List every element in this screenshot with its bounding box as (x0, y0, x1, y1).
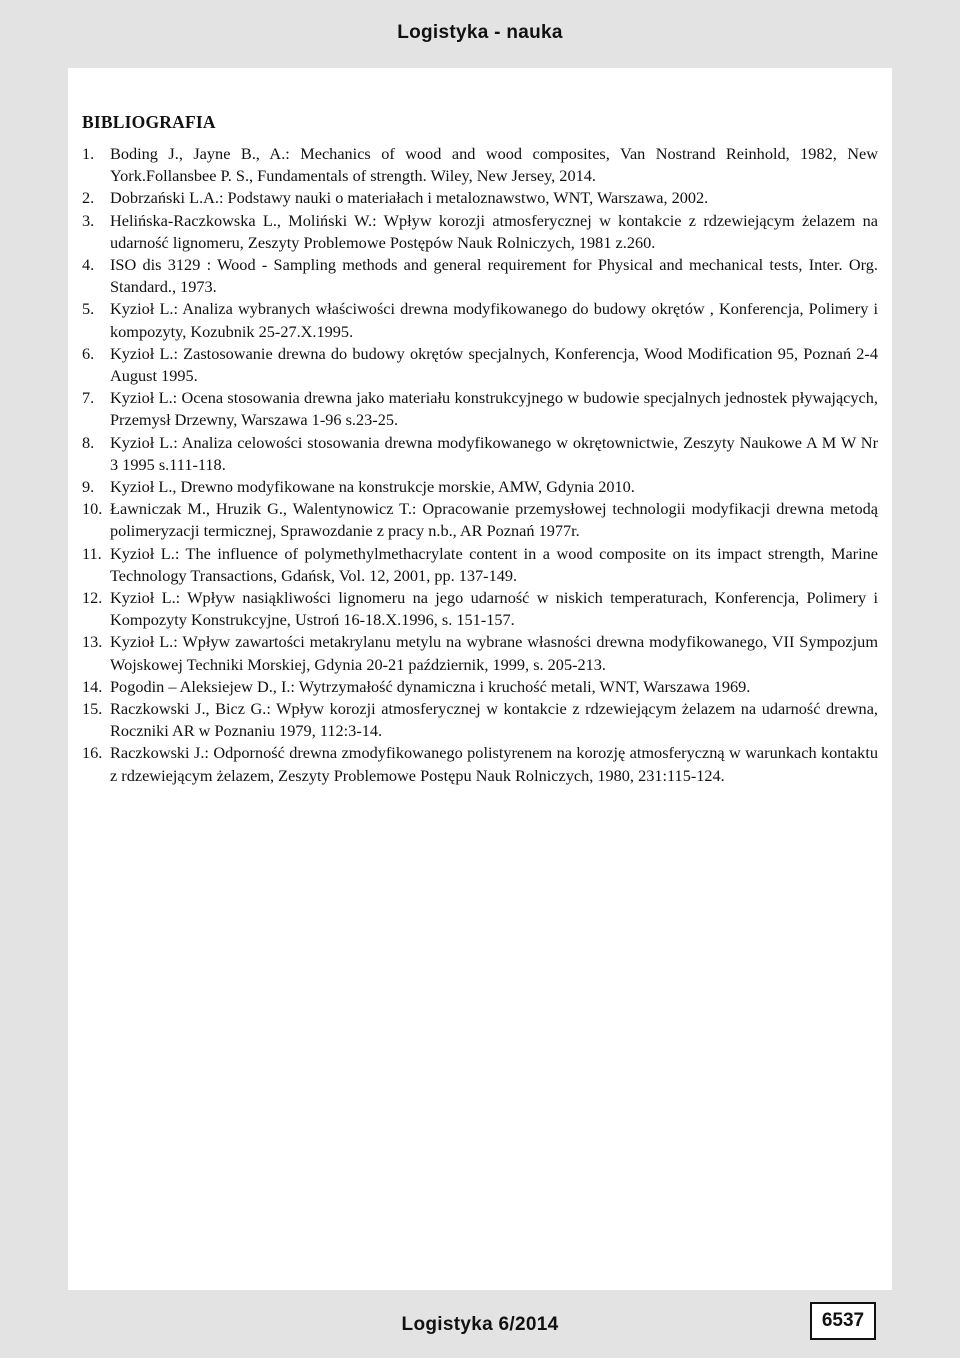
reference-number: 14. (82, 676, 103, 696)
reference-item (82, 587, 878, 631)
bibliography-heading: BIBLIOGRAFIA (82, 112, 216, 132)
reference-text: Boding J., Jayne B., A.: Mechanics of wood and wood composites, Van Nostrand Reinhold, 1982, New York.Follansbee P. S., Fundamentals of strength. Wiley, New Jersey, 2014. (110, 144, 878, 186)
footer-journal-issue: Logistyka 6/2014 (401, 1314, 559, 1335)
reference-number: 11. (82, 543, 102, 563)
reference-number: 2. (82, 188, 95, 208)
reference-number: 10. (82, 499, 103, 519)
reference-text: Kyzioł L.: Wpływ zawartości metakrylanu metylu na wybrane własności drewna modyfikowanego, VII Sympozjum Wojskowej Techniki Morskiej, Gdynia 20-21 październik, 1999, s. 205-213. (110, 632, 878, 674)
reference-number: 1. (82, 144, 95, 163)
running-header: Logistyka - nauka (397, 22, 563, 43)
reference-number: 4. (82, 255, 95, 275)
reference-number: 6. (82, 343, 95, 363)
reference-text: Ławniczak M., Hruzik G., Walentynowicz T.: Opracowanie przemysłowej technologii modyfikacji drewna metodą polimeryzacji termicznej, Sprawozdanie z pracy n.b., AR Poznań 1977r. (110, 499, 878, 541)
reference-text: Pogodin – Aleksiejew D., I.: Wytrzymałość dynamiczna i kruchość metali, WNT, Warszawa 1969. (110, 676, 751, 696)
reference-number: 3. (82, 210, 95, 230)
reference-text: Kyzioł L.: Ocena stosowania drewna jako materiału konstrukcyjnego w budowie specjalnych jednostek pływających, Przemysł Drzewny, Warszawa 1-96 s.23-25. (110, 388, 878, 430)
page-number: 6537 (821, 1310, 865, 1331)
reference-item (82, 432, 878, 476)
reference-text: Kyzioł L.: Analiza wybranych właściwości drewna modyfikowanego do budowy okrętów , Konferencja, Polimery i kompozyty, Kozubnik 25-27.X.1995. (110, 299, 878, 341)
reference-number: 9. (82, 477, 95, 497)
reference-item (82, 698, 878, 742)
reference-number: 15. (82, 699, 103, 719)
reference-text: Kyzioł L.: Wpływ nasiąkliwości lignomeru na jego udarność w niskich temperaturach, Konferencja, Polimery i Kompozyty Konstrukcyjne, Ustroń 16-18.X.1996, s. 151-157. (110, 588, 878, 630)
reference-item (82, 187, 878, 209)
reference-item (82, 254, 878, 298)
reference-item (82, 543, 878, 587)
reference-number: 8. (82, 432, 95, 452)
reference-text: Raczkowski J.: Odporność drewna zmodyfikowanego polistyrenem na korozję atmosferyczną w warunkach kontaktu z rdzewiejącym żelazem, Zeszyty Problemowe Postępu Nauk Rolniczych, 1980, 231:115-124. (110, 743, 878, 785)
reference-text: Raczkowski J., Bicz G.: Wpływ korozji atmosferycznej w kontakcie z rdzewiejącym żelazem na udarność drewna, Roczniki AR w Poznaniu 1979, 112:3-14. (110, 699, 878, 741)
page-number-box (810, 1302, 876, 1340)
reference-item (82, 343, 878, 387)
reference-text: Dobrzański L.A.: Podstawy nauki o materiałach i metaloznawstwo, WNT, Warszawa, 2002. (110, 188, 709, 208)
reference-item (82, 143, 878, 187)
reference-item (82, 298, 878, 342)
bibliography-section (82, 112, 878, 787)
reference-number: 5. (82, 299, 95, 319)
reference-item (82, 387, 878, 431)
reference-item (82, 742, 878, 786)
reference-text: Helińska-Raczkowska L., Moliński W.: Wpływ korozji atmosferycznej w kontakcie z rdzewiejącym żelazem na udarność lignomeru, Zeszyty Problemowe Postępów Nauk Rolniczych, 1981 z.260. (110, 210, 878, 252)
reference-text: Kyzioł L.: Analiza celowości stosowania drewna modyfikowanego w okrętownictwie, Zeszyty Naukowe A M W Nr 3 1995 s.111-118. (110, 432, 878, 474)
reference-number: 12. (82, 588, 103, 608)
reference-item (82, 498, 878, 542)
reference-number: 16. (82, 743, 103, 763)
page-sheet (68, 68, 892, 1290)
reference-text: ISO dis 3129 : Wood - Sampling methods and general requirement for Physical and mechanical tests, Inter. Org. Standard., 1973. (110, 255, 878, 297)
reference-text: Kyzioł L., Drewno modyfikowane na konstrukcje morskie, AMW, Gdynia 2010. (110, 477, 635, 497)
reference-item (82, 676, 878, 698)
reference-item (82, 631, 878, 675)
reference-item (82, 476, 878, 498)
reference-list (82, 143, 878, 787)
reference-number: 13. (82, 632, 103, 652)
reference-text: Kyzioł L.: The influence of polymethylmethacrylate content in a wood composite on its impact strength, Marine Technology Transactions, Gdańsk, Vol. 12, 2001, pp. 137-149. (110, 543, 878, 585)
reference-item (82, 210, 878, 254)
reference-number: 7. (82, 388, 95, 408)
reference-text: Kyzioł L.: Zastosowanie drewna do budowy okrętów specjalnych, Konferencja, Wood Modification 95, Poznań 2-4 August 1995. (110, 343, 878, 386)
